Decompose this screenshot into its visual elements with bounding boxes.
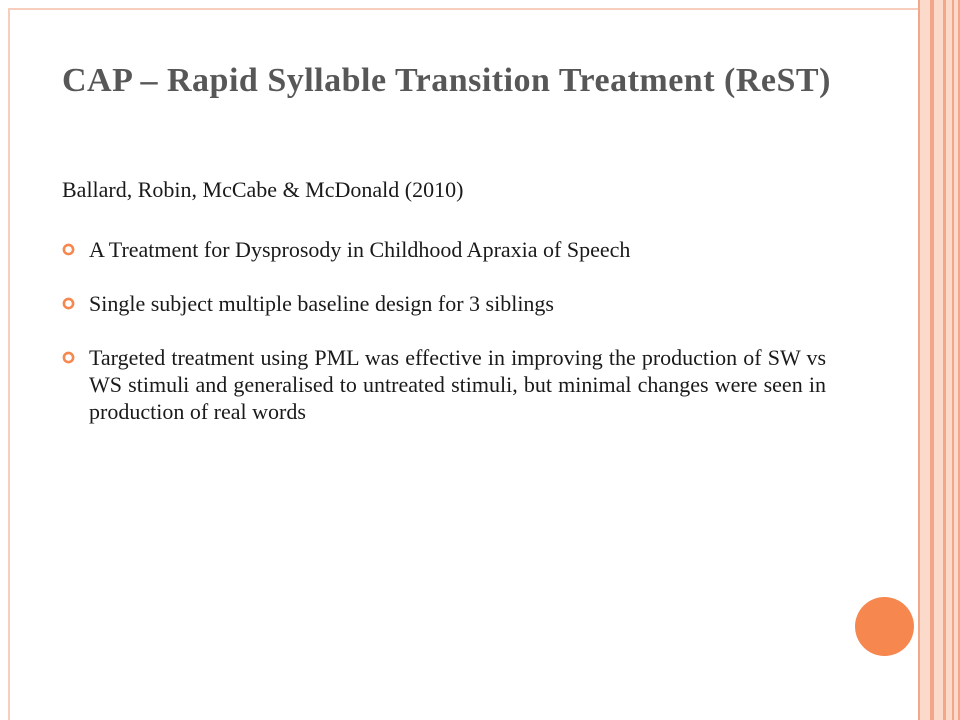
bullet-text: A Treatment for Dysprosody in Childhood Apraxia of Speech bbox=[89, 237, 631, 262]
bullet-item bbox=[62, 344, 826, 425]
bullet-text: Targeted treatment using PML was effective in improving the production of SW vs WS stimuli and generalised to untreated stimuli, but minimal changes were seen in production of real words bbox=[89, 345, 826, 424]
decorative-stripe bbox=[952, 0, 954, 720]
decorative-stripe bbox=[943, 0, 946, 720]
bullet-item bbox=[62, 236, 826, 263]
decorative-stripe bbox=[918, 0, 920, 720]
decorative-stripe bbox=[930, 0, 934, 720]
orange-circle-decoration bbox=[855, 597, 914, 656]
ring-bullet-icon bbox=[62, 297, 75, 310]
citation-text: Ballard, Robin, McCabe & McDonald (2010) bbox=[62, 177, 464, 202]
bullet-item bbox=[62, 290, 826, 317]
bullet-list bbox=[62, 236, 826, 452]
bullet-text: Single subject multiple baseline design for 3 siblings bbox=[89, 291, 554, 316]
ring-bullet-icon bbox=[62, 351, 75, 364]
ring-bullet-icon bbox=[62, 243, 75, 256]
slide-title: CAP – Rapid Syllable Transition Treatment (ReST) bbox=[62, 62, 831, 99]
